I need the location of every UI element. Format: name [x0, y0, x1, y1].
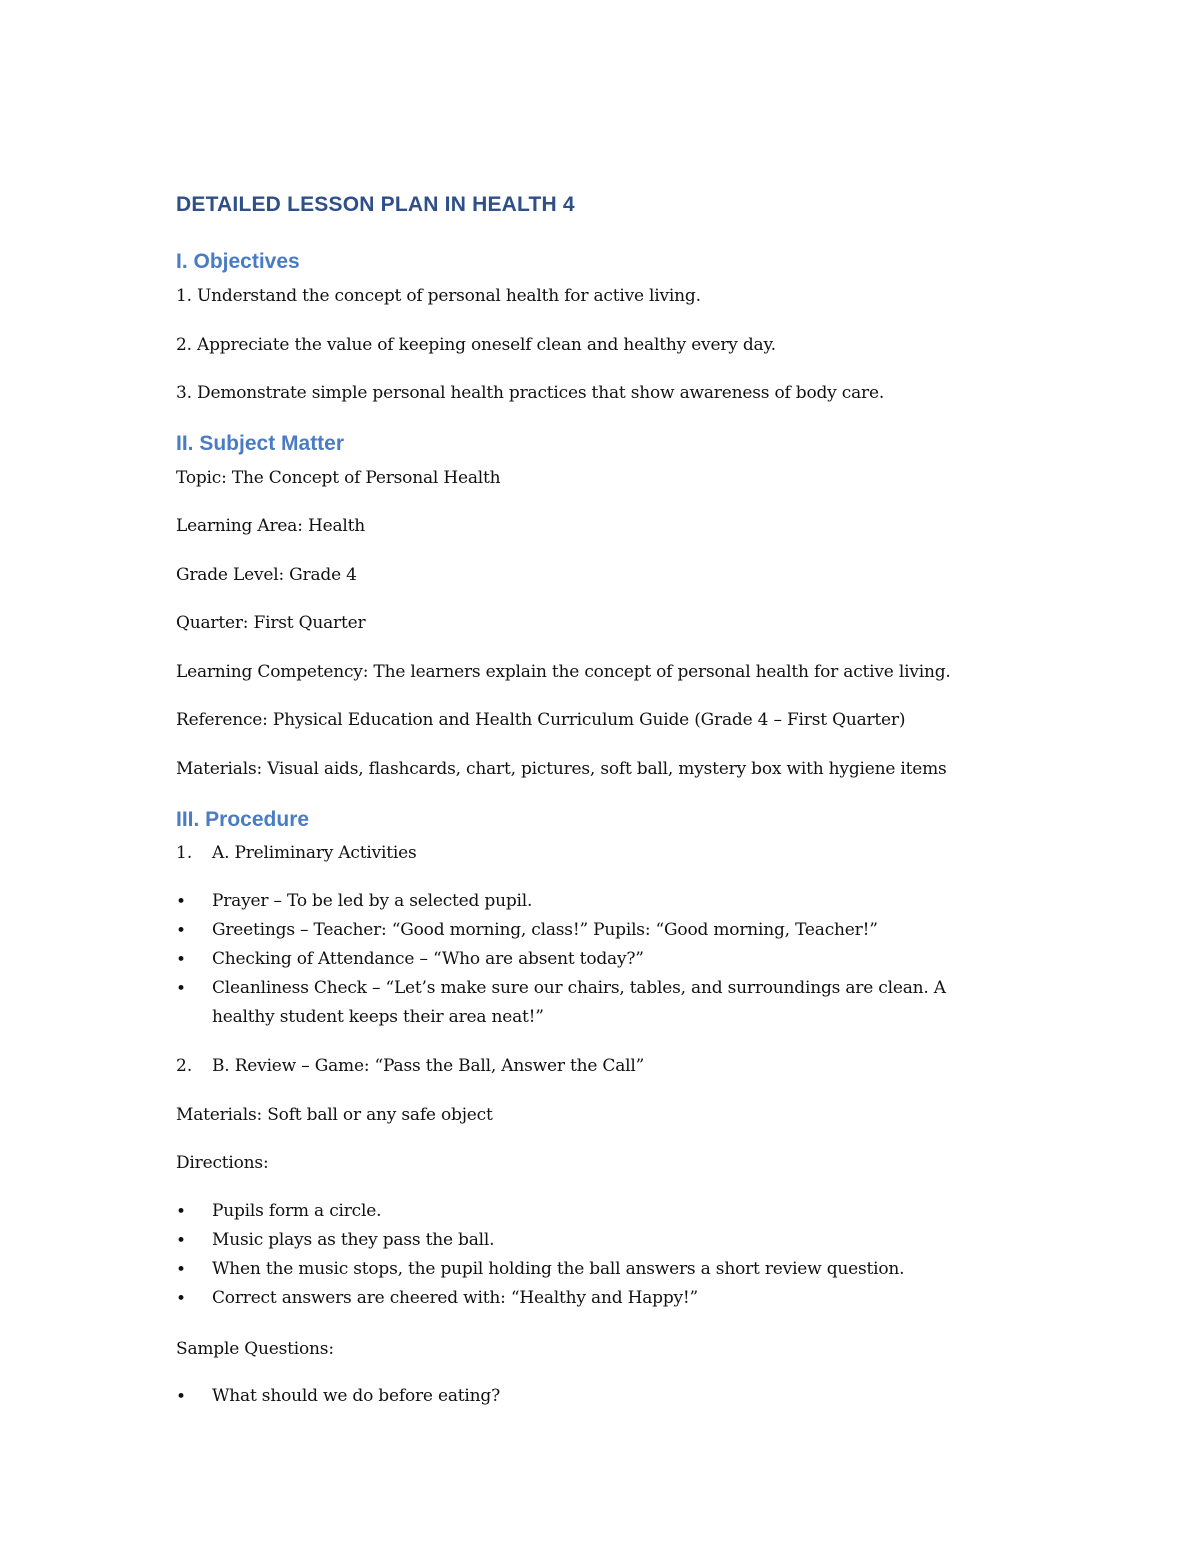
step-number: 1.: [176, 843, 193, 863]
subject-materials: Materials: Visual aids, flashcards, chart, pictures, soft ball, mystery box with hygiene items: [176, 759, 947, 779]
direction-item: Pupils form a circle.: [212, 1201, 382, 1221]
bullet-dot: •: [176, 1289, 187, 1309]
objective-item: 1. Understand the concept of personal health for active living.: [176, 286, 701, 306]
bullet-item: Cleanliness Check – “Let’s make sure our chairs, tables, and surroundings are clean. A healthy student keeps their area neat!”: [212, 978, 946, 1027]
subject-learning-area: Learning Area: Health: [176, 516, 366, 536]
question-item: What should we do before eating?: [212, 1386, 500, 1406]
bullet-dot: •: [176, 1202, 187, 1222]
procedure-heading: III. Procedure: [176, 808, 310, 831]
bullet-item: Greetings – Teacher: “Good morning, class!” Pupils: “Good morning, Teacher!”: [212, 920, 878, 940]
document-page: [176, 0, 1036, 1553]
document-title: DETAILED LESSON PLAN IN HEALTH 4: [176, 193, 575, 216]
step-label: B. Review – Game: “Pass the Ball, Answer the Call”: [212, 1056, 645, 1076]
subject-competency: Learning Competency: The learners explain the concept of personal health for active living.: [176, 662, 951, 682]
step-label: A. Preliminary Activities: [212, 843, 417, 863]
subject-topic: Topic: The Concept of Personal Health: [176, 468, 501, 488]
direction-item: Music plays as they pass the ball.: [212, 1230, 495, 1250]
direction-item: When the music stops, the pupil holding the ball answers a short review question.: [212, 1259, 905, 1279]
bullet-dot: •: [176, 950, 187, 970]
subject-grade-level: Grade Level: Grade 4: [176, 565, 357, 585]
bullet-dot: •: [176, 1260, 187, 1280]
subject-matter-heading: II. Subject Matter: [176, 432, 345, 455]
objectives-heading: I. Objectives: [176, 250, 300, 273]
review-materials: Materials: Soft ball or any safe object: [176, 1105, 493, 1125]
directions-label: Directions:: [176, 1153, 269, 1173]
subject-reference: Reference: Physical Education and Health Curriculum Guide (Grade 4 – First Quarter): [176, 710, 906, 730]
sample-questions-label: Sample Questions:: [176, 1339, 334, 1359]
direction-item: Correct answers are cheered with: “Healthy and Happy!”: [212, 1288, 699, 1308]
bullet-dot: •: [176, 892, 187, 912]
bullet-dot: •: [176, 979, 187, 999]
objective-item: 2. Appreciate the value of keeping oneself clean and healthy every day.: [176, 335, 776, 355]
bullet-item: Checking of Attendance – “Who are absent today?”: [212, 949, 644, 969]
bullet-dot: •: [176, 1231, 187, 1251]
step-number: 2.: [176, 1056, 193, 1076]
bullet-item: Prayer – To be led by a selected pupil.: [212, 891, 533, 911]
bullet-dot: •: [176, 1387, 187, 1407]
bullet-dot: •: [176, 921, 187, 941]
subject-quarter: Quarter: First Quarter: [176, 613, 366, 633]
objective-item: 3. Demonstrate simple personal health practices that show awareness of body care.: [176, 383, 885, 403]
